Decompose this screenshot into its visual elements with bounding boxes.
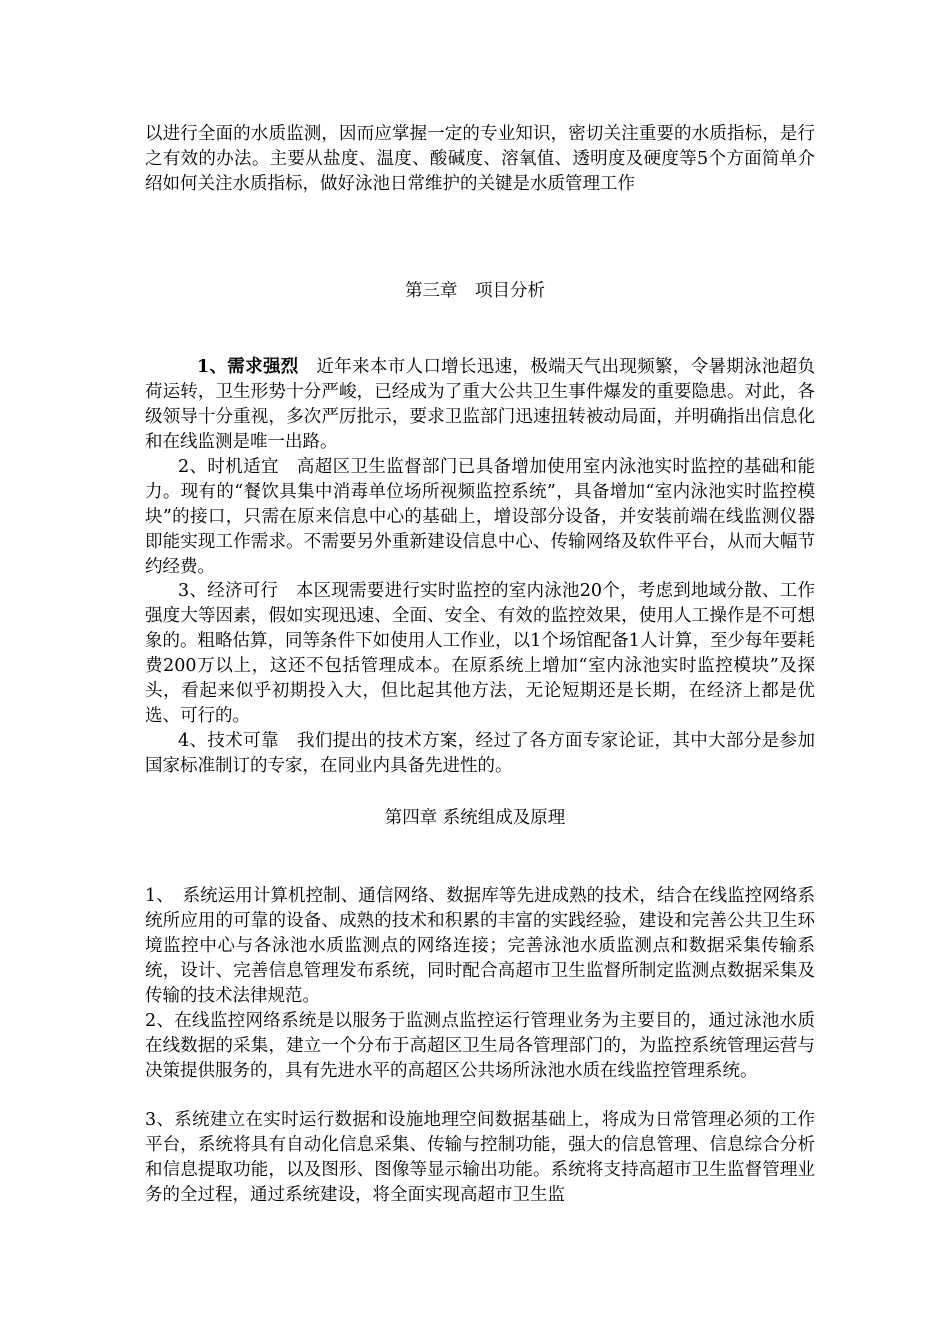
item-body: 高超区卫生监督部门已具备增加使用室内泳池实时监控的基础和能力。现有的“餐饮具集中消毒单位场所视频监控系统”，具备增加“室内泳池实时监控模块”的接口，只需在原来信息中心的基础上，增设部分设备，并安装前端在线监测仪器即能实现工作需求。不需要另外重新建设信息中心、传输网络及软件平台，从而大幅节约经费。	[145, 457, 816, 577]
chapter4-item-1: 1、 系统运用计算机控制、通信网络、数据库等先进成熟的技术，结合在线监控网络系统所应用的可靠的设备、成熟的技术和积累的丰富的实践经验，建设和完善公共卫生环境监控中心与各泳池水质监测点的网络连接；完善泳池水质监测点和数据采集传输系统，设计、完善信息管理发布系统，同时配合高超市卫生监督所制定监测点数据采集及传输的技术法律规范。	[145, 886, 815, 1006]
item-body: 本区现需要进行实时监控的室内泳池20个，考虑到地域分散、工作强度大等因素，假如实现迅速、全面、安全、有效的监控效果，使用人工操作是不可想象的。粗略估算，同等条件下如使用人工作业，以1个场馆配备1人计算，至少每年要耗费200万以上，这还不包括管理成本。在原系统上增加“室内泳池实时监控模块”及探头，看起来似乎初期投入大，但比起其他方法，无论短期还是长期，在经济上都是优选、可行的。	[145, 581, 815, 726]
item-lead: 2、时机适宜	[178, 457, 279, 477]
item-body: 我们提出的技术方案，经过了各方面专家论证，其中大部分是参加国家标准制订的专家，在同业内具备先进性的。	[145, 731, 816, 776]
intro-paragraph: 以进行全面的水质监测，因而应掌握一定的专业知识，密切关注重要的水质指标，是行之有效的办法。主要从盐度、温度、酸碱度、溶氧值、透明度及硬度等5个方面简单介绍如何关注水质指标，做好泳池日常维护的关键是水质管理工作	[145, 124, 815, 194]
chapter3-title: 第三章 项目分析	[405, 281, 545, 301]
item-lead: 4、技术可靠	[178, 731, 279, 751]
item-lead: 1、需求强烈	[197, 357, 299, 377]
chapter3-item-4	[145, 729, 815, 779]
chapter4-item-2: 2、在线监控网络系统是以服务于监测点监控运行管理业务为主要目的，通过泳池水质在线数据的采集，建立一个分布于高超区卫生局各管理部门的，为监控系统管理运营与决策提供服务的，具有先进水平的高超区公共场所泳池水质在线监控管理系统。	[145, 1011, 815, 1081]
chapter3-item-2	[145, 455, 815, 580]
chapter3-item-1	[145, 355, 815, 455]
item-body: 近年来本市人口增长迅速，极端天气出现频繁，令暑期泳池超负荷运转，卫生形势十分严峻，已经成为了重大公共卫生事件爆发的重要隐患。对此，各级领导十分重视，多次严厉批示，要求卫监部门迅速扭转被动局面，并明确指出信息化和在线监测是唯一出路。	[145, 357, 815, 452]
chapter4-title: 第四章 系统组成及原理	[384, 808, 566, 828]
chapter3-item-3	[145, 579, 815, 729]
chapter4-item-3: 3、系统建立在实时运行数据和设施地理空间数据基础上，将成为日常管理必须的工作平台，系统将具有自动化信息采集、传输与控制功能，强大的信息管理、信息综合分析和信息提取功能，以及图形、图像等显示输出功能。系统将支持高超市卫生监督管理业务的全过程，通过系统建设，将全面实现高超市卫生监	[145, 1110, 815, 1205]
item-lead: 3、经济可行	[178, 581, 279, 601]
